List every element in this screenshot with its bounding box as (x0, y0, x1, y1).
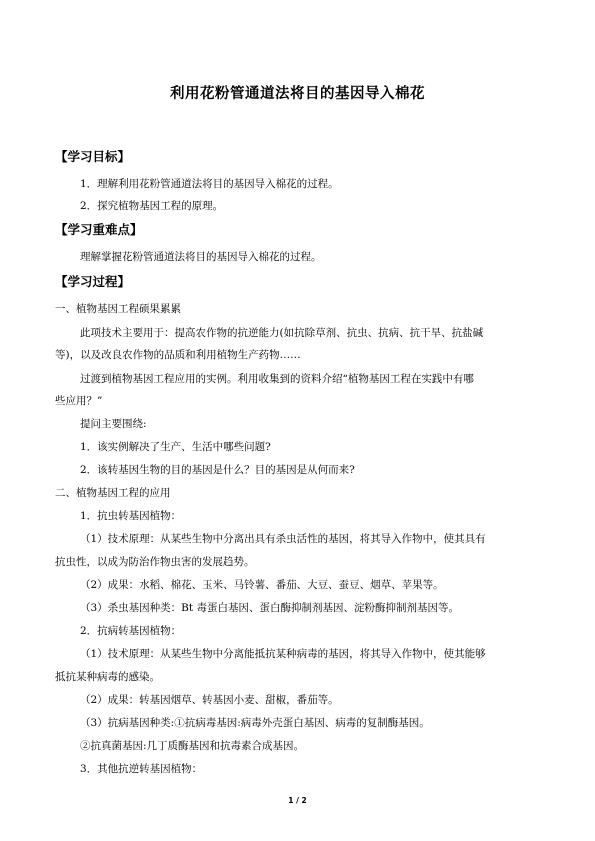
process-line: 提问主要围绕: (80, 418, 147, 430)
process-line: （3）杀虫基因种类：Bt 毒蛋白基因、蛋白酶抑制剂基因、淀粉酶抑制剂基因等。 (80, 602, 459, 614)
process-line: 抵抗某种病毒的感染。 (55, 671, 160, 683)
key-points-text: 理解掌握花粉管通道法将目的基因导入棉花的过程。 (80, 251, 322, 263)
process-line: 2．抗病转基因植物： (80, 625, 182, 637)
process-line: 等)，以及改良农作物的品质和利用植物生产药物…… (55, 349, 301, 361)
process-line: 抗虫性，以成为防治作物虫害的发展趋势。 (55, 556, 255, 568)
process-line: 1．抗虫转基因植物： (80, 510, 182, 522)
goal-item-2: 2．探究植物基因工程的原理。 (80, 200, 224, 212)
page-title: 利用花粉管通道法将目的基因导入棉花 (170, 86, 425, 102)
process-line: 一、植物基因工程硕果累累 (55, 303, 181, 315)
process-line: （2）成果：水稻、棉花、玉米、马铃薯、番茄、大豆、蚕豆、烟草、苹果等。 (80, 579, 444, 591)
section-heading-process: 【学习过程】 (55, 274, 131, 289)
process-line: （1）技术原理：从某些生物中分离能抵抗某种病毒的基因，将其导入作物中，使其能够 (80, 648, 486, 660)
process-line: 1．该实例解决了生产、生活中哪些问题? (80, 441, 271, 453)
process-line: （3）抗病基因种类:①抗病毒基因:病毒外壳蛋白基因、病毒的复制酶基因。 (80, 717, 430, 729)
process-line: 3．其他抗逆转基因植物： (80, 763, 203, 775)
section-heading-goals: 【学习目标】 (55, 149, 131, 164)
process-line: 些应用？” (55, 395, 103, 407)
process-line: 二、植物基因工程的应用 (55, 487, 171, 499)
page-number: 1 / 2 (288, 796, 307, 805)
process-line: （1）技术原理：从某些生物中分离出具有杀虫活性的基因，将其导入作物中，使其具有 (80, 533, 486, 545)
process-line: 过渡到植物基因工程应用的实例。利用收集到的资料介绍“植物基因工程在实践中有哪 (80, 373, 474, 385)
process-line: ②抗真菌基因:几丁质酶基因和抗毒素合成基因。 (80, 740, 305, 752)
process-line: 2．该转基因生物的目的基因是什么？目的基因是从何而来? (80, 464, 355, 476)
section-heading-key-points: 【学习重难点】 (55, 222, 143, 237)
process-line: 此项技术主要用于：提高农作物的抗逆能力(如抗除草剂、抗虫、抗病、抗干旱、抗盐碱 (80, 327, 484, 339)
process-line: （2）成果：转基因烟草、转基因小麦、甜椒，番茄等。 (80, 694, 339, 706)
goal-item-1: 1．理解利用花粉管通道法将目的基因导入棉花的过程。 (80, 178, 339, 190)
